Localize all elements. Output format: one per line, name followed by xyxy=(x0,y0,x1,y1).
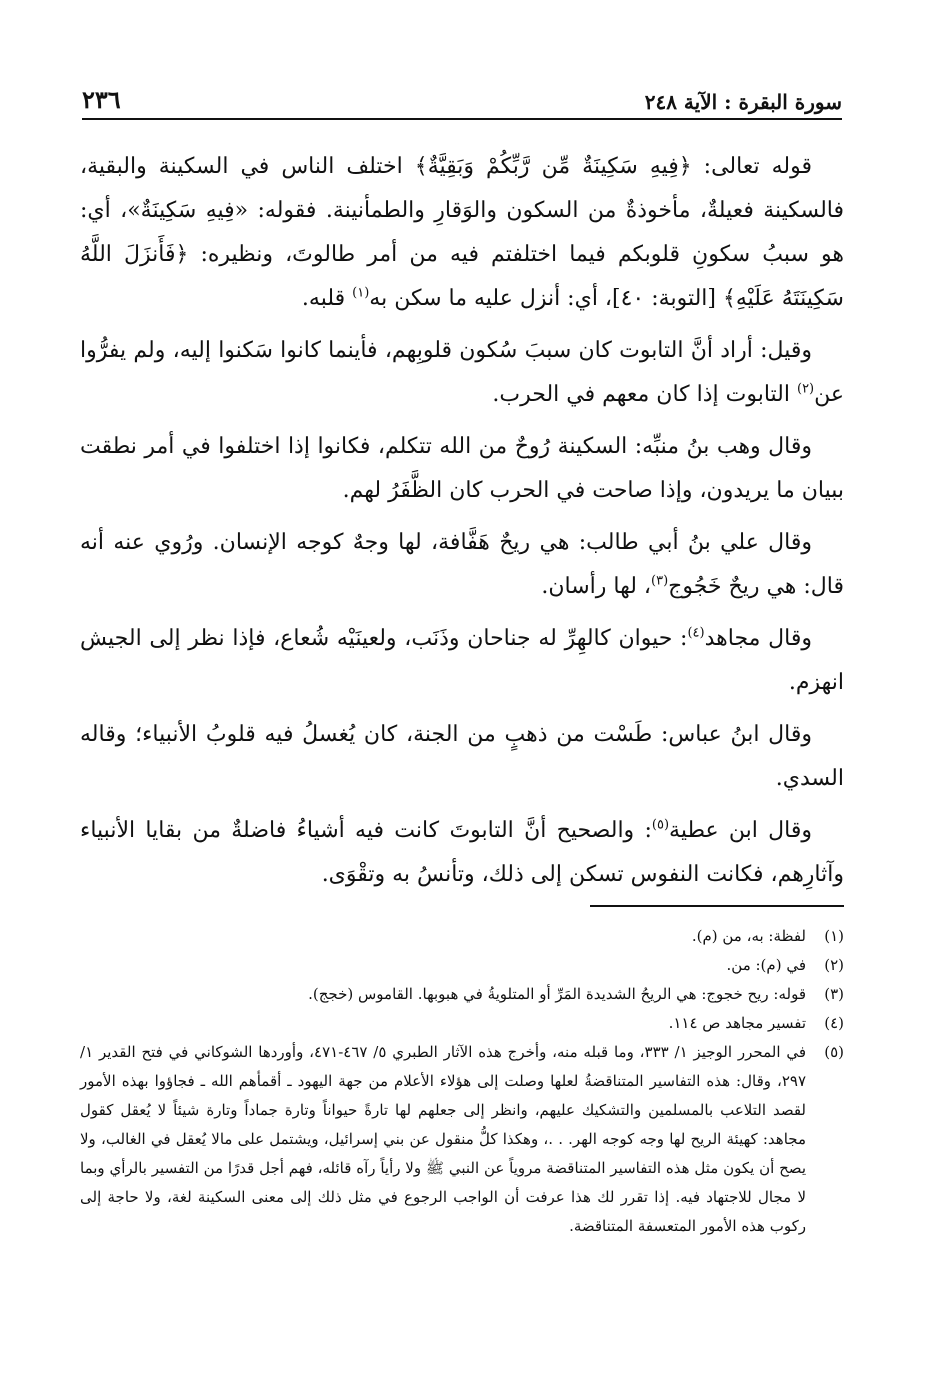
text-run: اختلف الناس في السكينة والبقية، فالسكينة فعيلةٌ، مأخوذةٌ من السكون والوَقارِ والطمأنينة. فقوله: «فِيهِ سَكِينَةٌ»، أي: هو سببُ سكونِ قلوبكم فيما اختلفتم فيه من أمر طالوتَ، ونظيره: xyxy=(80,154,844,267)
footnote-text: قوله: ريح خجوج: هي الريحُ الشديدة المَرِّ أو المتلويةُ في هبوبها. القاموس (خجج). xyxy=(308,985,806,1003)
text-run: : والصحيح أنَّ التابوتَ كانت فيه أشياءُ فاضلةٌ من بقايا الأنبياء وآثارِهم، فكانت النفوس تسكن إلى ذلك، وتأنسُ به وتقْوَى. xyxy=(80,818,844,887)
text-run: وقال ابن عطية xyxy=(669,818,813,843)
footnote xyxy=(80,951,844,980)
text-run: وقال مجاهد xyxy=(704,626,812,651)
footnote-ref[interactable]: (٢) xyxy=(796,381,815,397)
footnote-number: (٢) xyxy=(824,956,844,974)
text-run: وقال وهب بنُ منبِّه: السكينة رُوحٌ من الله تتكلم، فكانوا إذا اختلفوا في أمر نطقت ببيان ما يريدون، وإذا صاحت في الحرب كان الظَّفَرُ لهم. xyxy=(80,434,844,503)
footnote xyxy=(80,1038,844,1241)
paragraph xyxy=(80,145,844,321)
quran-verse: ﴿فِيهِ سَكِينَةٌ مِّن رَّبِّكُمْ وَبَقِيَّةٌ﴾ xyxy=(414,154,692,179)
text-run: ، لها رأسان. xyxy=(541,574,651,599)
footnote-text: تفسير مجاهد ص ١١٤. xyxy=(668,1014,806,1032)
footnote-ref[interactable]: (٥) xyxy=(651,817,670,833)
paragraph xyxy=(80,425,844,513)
footnote-text: في المحرر الوجيز ١/ ٣٣٣، وما قبله منه، وأخرج هذه الآثار الطبري ٥/ ٤٦٧-٤٧١، وأوردها الشوكاني في فتح القدير ١/ ٢٩٧، وقال: هذه التفاسير المتناقضةُ لعلها وصلت إلى هؤلاء الأعلام من جهة اليهود ـ أقمأهم الله ـ فجاؤوا بهذه الأمور لقصد التلاعب بالمسلمين والتشكيك عليهم، وانظر إلى جعلهم لها تارةً حيواناً وتارة جماداً وتارة شيئاً لا يُعقل كقول مجاهد: كهيئة الريح لها وجه كوجه الهر. . .، وهكذا كلُّ منقول عن بني إسرائيل، ويشتمل على مالا يُعقل في الغالب، ولا يصح أن يكون مثل هذه التفاسير المتناقضة مروياً عن النبي ﷺ ولا رأياً رآه قائله، فهم أجل قدرًا من التفسير بالرأي وبما لا مجال للاجتهاد فيه. إذا تقرر لك هذا عرفت أن الواجب الرجوع في مثل ذلك إلى معنى السكينة لغة، ولا حاجة إلى ركوب هذه الأمور المتعسفة المتناقضة. xyxy=(80,1043,806,1235)
quran-verse: ﴿فَأَنزَلَ اللَّهُ سَكِينَتَهُ عَلَيْهِ﴾ xyxy=(80,242,844,311)
footnote-number: (٥) xyxy=(824,1043,844,1061)
text-run: قوله تعالى: xyxy=(691,154,812,179)
text-run: وقال علي بنُ أبي طالب: هي ريحٌ هَفَّافة، لها وجهٌ كوجه الإنسان. ورُوي عنه أنه قال: هي ريحٌ خَجُوج xyxy=(80,530,844,599)
footnote xyxy=(80,980,844,1009)
surah-title: سورة البقرة : الآية ٢٤٨ xyxy=(644,90,842,114)
footnote-divider xyxy=(590,905,844,907)
footnote xyxy=(80,1009,844,1038)
paragraph xyxy=(80,713,844,801)
text-run: التابوت إذا كان معهم في الحرب. xyxy=(492,382,797,407)
text-run: : حيوان كالهِرِّ له جناحان وذَنَب، ولعينَيْه شُعاع، فإذا نظر إلى الجيش انهزم. xyxy=(80,626,844,695)
footnote-ref[interactable]: (٤) xyxy=(687,625,705,641)
text-run: قلبه. xyxy=(301,286,353,311)
footnote-ref[interactable]: (١) xyxy=(352,285,370,301)
text-run: وقال ابنُ عباس: طَسْت من ذهبٍ من الجنة، كان يُغسلُ فيه قلوبُ الأنبياء؛ وقاله السدي. xyxy=(80,722,844,791)
paragraph xyxy=(80,329,844,417)
footnote-ref[interactable]: (٣) xyxy=(651,573,669,589)
text-run: [التوبة: ٤٠]، أي: أنزل عليه ما سكن به xyxy=(369,286,723,311)
footnotes xyxy=(80,922,844,1241)
page-header xyxy=(82,78,842,120)
paragraph xyxy=(80,521,844,609)
footnote-text: في (م): من. xyxy=(726,956,806,974)
footnote-number: (٤) xyxy=(824,1014,844,1032)
paragraph xyxy=(80,809,844,897)
page-number: ٢٣٦ xyxy=(82,85,121,114)
footnote-number: (١) xyxy=(824,927,844,945)
footnote xyxy=(80,922,844,951)
paragraph xyxy=(80,617,844,705)
footnote-number: (٣) xyxy=(824,985,844,1003)
footnote-text: لفظة: به، من (م). xyxy=(691,927,806,945)
text-run: وقيل: أراد أنَّ التابوت كان سببَ سُكون قلوبِهم، فأينما كانوا سَكنوا إليه، ولم يفرُّوا عن xyxy=(80,338,844,407)
main-text xyxy=(80,145,844,905)
